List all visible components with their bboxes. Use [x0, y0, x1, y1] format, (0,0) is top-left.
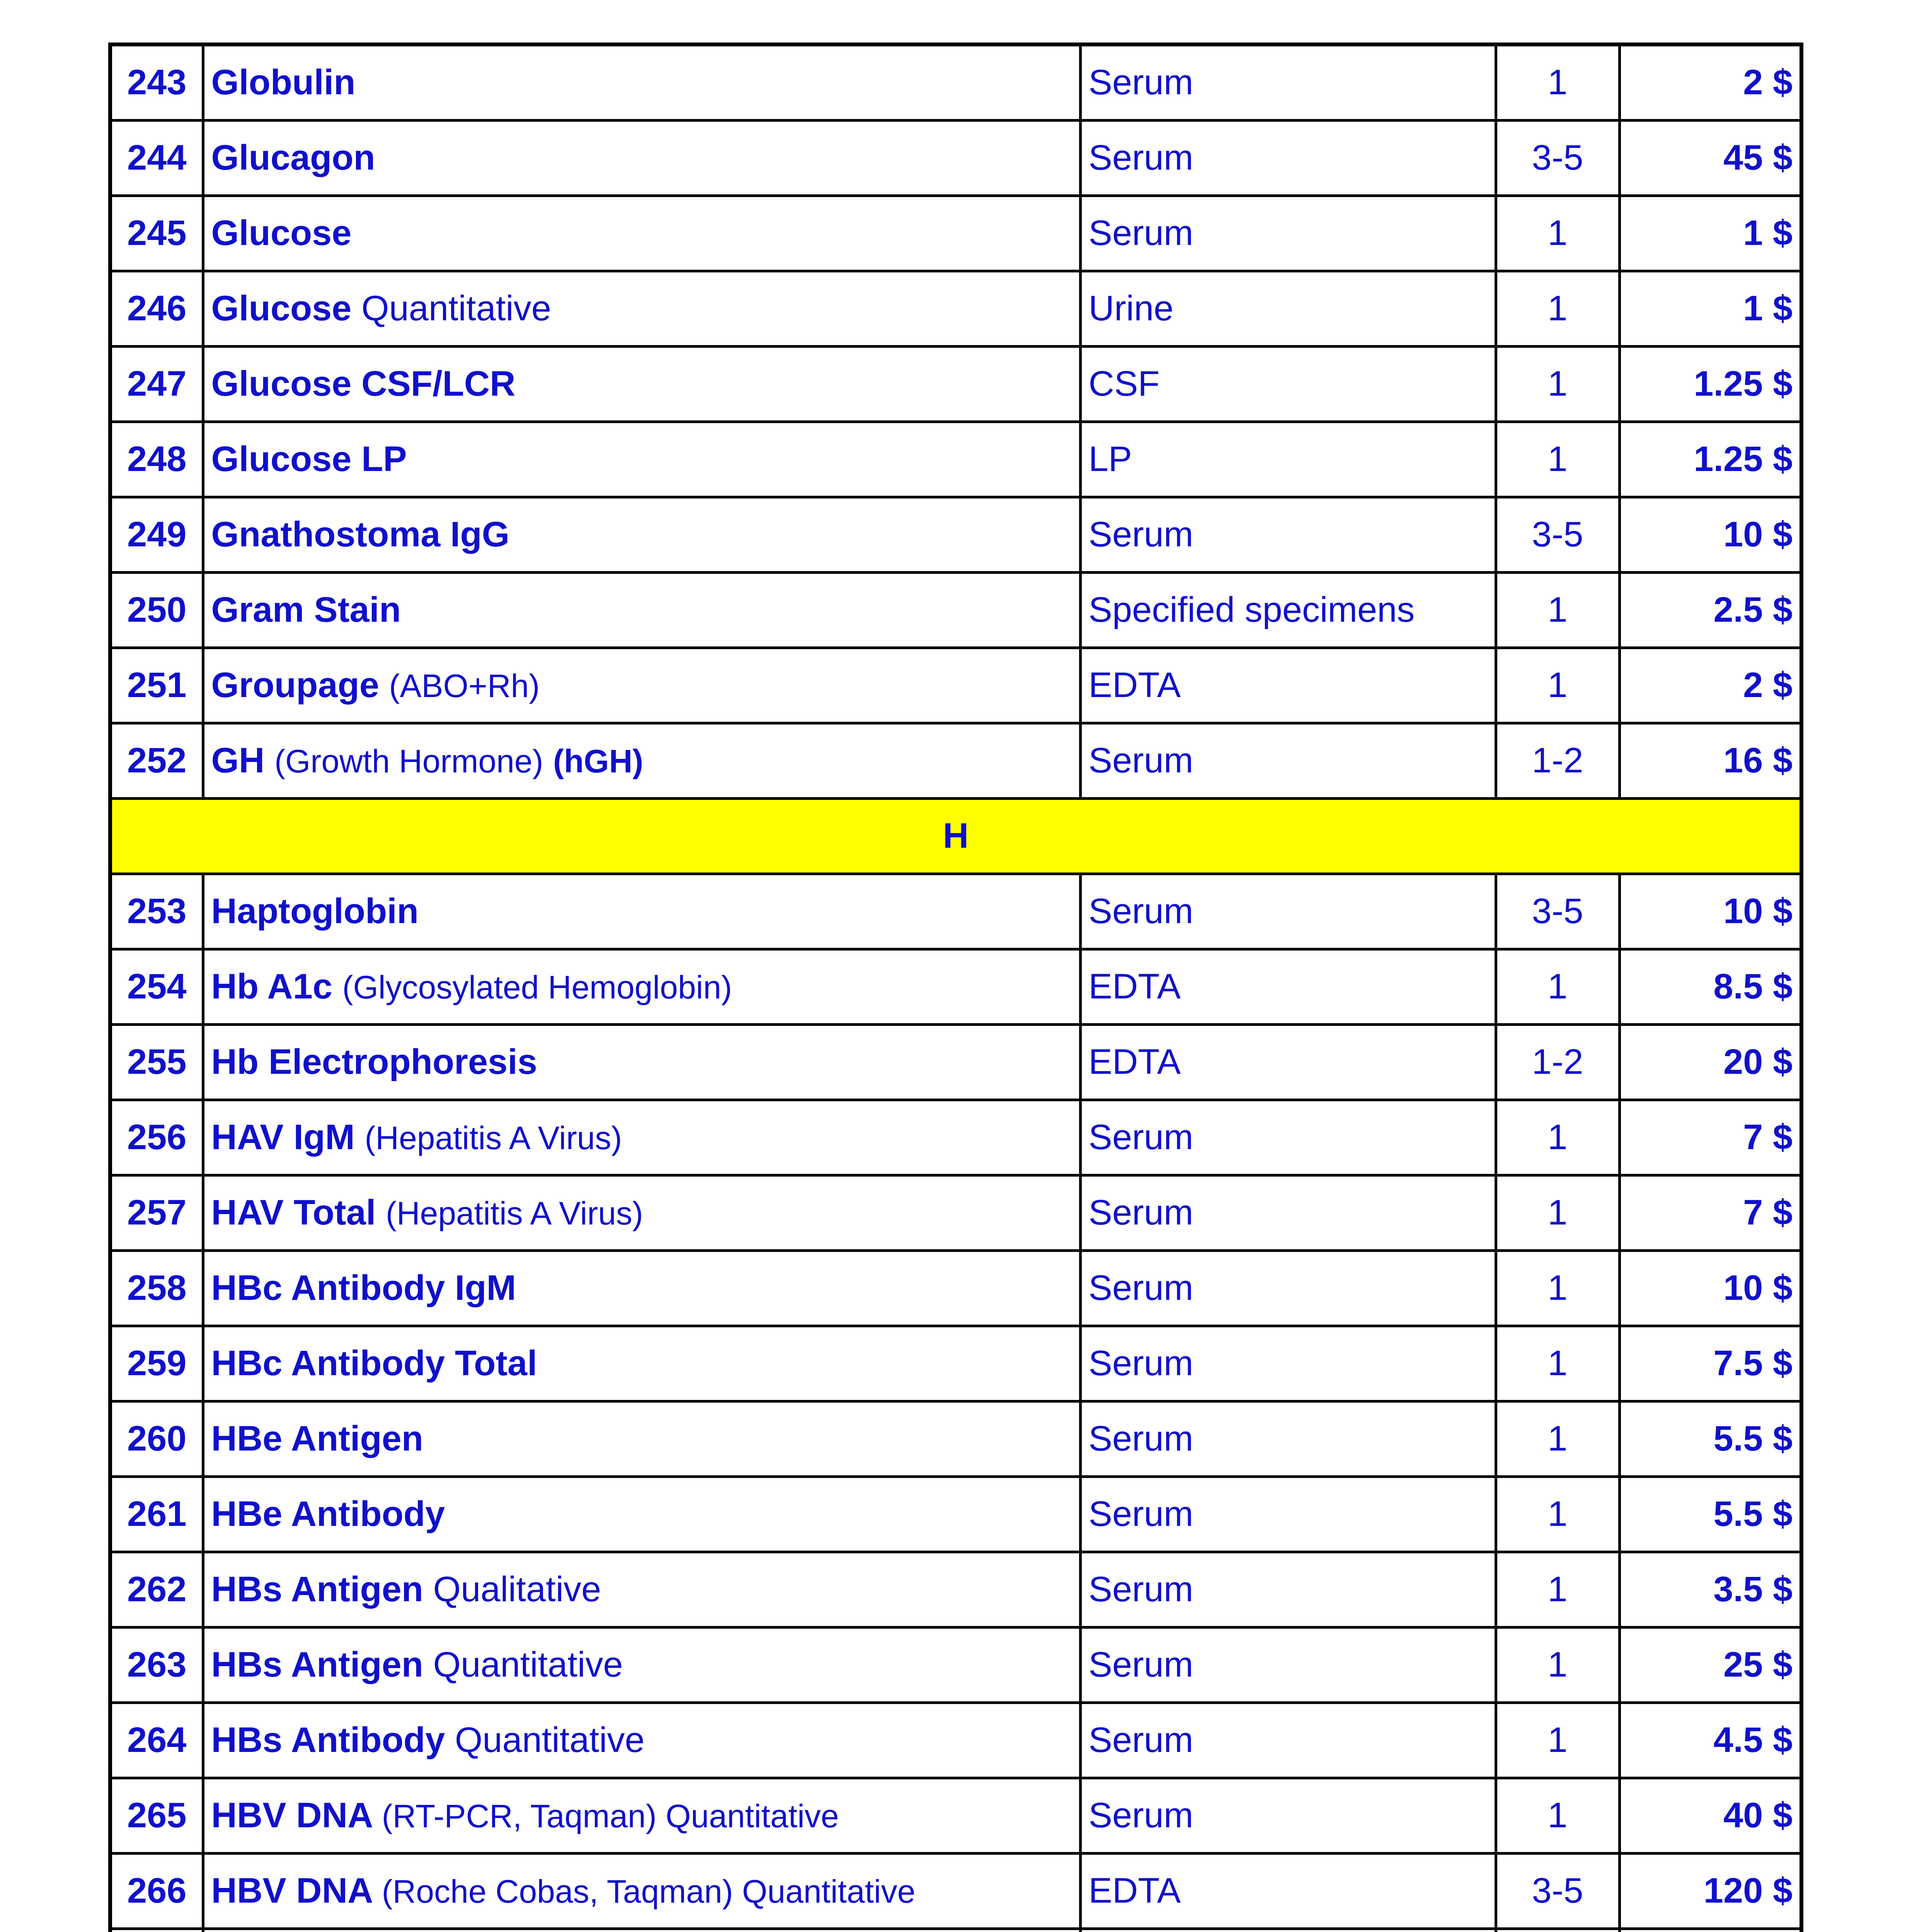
- price: 1 $: [1619, 196, 1801, 271]
- test-name: [203, 1175, 1080, 1251]
- turnaround-days: [1496, 1929, 1619, 1932]
- test-note: (Hepatitis A Virus): [364, 1120, 622, 1156]
- test-note: (ABO+Rh): [389, 668, 540, 704]
- price: 40 $: [1619, 1778, 1801, 1854]
- test-name: [203, 44, 1080, 121]
- test-number: 255: [110, 1025, 203, 1100]
- test-name: [203, 196, 1080, 271]
- test-number: 244: [110, 121, 203, 196]
- test-number: 254: [110, 949, 203, 1025]
- test-name: [203, 1477, 1080, 1552]
- test-number: 257: [110, 1175, 203, 1251]
- table-row: [110, 44, 1801, 121]
- test-number: 245: [110, 196, 203, 271]
- price: 3.5 $: [1619, 1552, 1801, 1628]
- turnaround-days: 1: [1496, 1477, 1619, 1552]
- price: 1.25 $: [1619, 422, 1801, 497]
- test-number: 243: [110, 44, 203, 121]
- price: 7.5 $: [1619, 1326, 1801, 1401]
- test-name: [203, 497, 1080, 573]
- test-name: [203, 1251, 1080, 1326]
- specimen: Serum: [1080, 1552, 1496, 1628]
- test-number: 251: [110, 648, 203, 723]
- test-number: 259: [110, 1326, 203, 1401]
- specimen: Serum: [1080, 44, 1496, 121]
- test-note: (Growth Hormone): [274, 743, 543, 780]
- test-number: 256: [110, 1100, 203, 1175]
- test-name: [203, 1100, 1080, 1175]
- price: 2.5 $: [1619, 573, 1801, 648]
- table-row: [110, 1477, 1801, 1552]
- test-number: 260: [110, 1401, 203, 1477]
- test-name: [203, 723, 1080, 799]
- specimen: Serum: [1080, 723, 1496, 799]
- test-note: (Roche Cobas, Taqman) Quantitative: [381, 1873, 916, 1910]
- specimen: Serum: [1080, 121, 1496, 196]
- test-name-text: Hb A1c: [211, 967, 333, 1007]
- test-name-text: HBs Antibody: [211, 1720, 445, 1760]
- turnaround-days: 1: [1496, 1175, 1619, 1251]
- test-name: [203, 271, 1080, 347]
- turnaround-days: 1: [1496, 1778, 1619, 1854]
- specimen: Serum: [1080, 1778, 1496, 1854]
- table-row: [110, 271, 1801, 347]
- specimen: Serum: [1080, 1401, 1496, 1477]
- test-qualifier: Quantitative: [455, 1720, 645, 1760]
- test-number: 265: [110, 1778, 203, 1854]
- turnaround-days: 1: [1496, 44, 1619, 121]
- test-number: 258: [110, 1251, 203, 1326]
- test-qualifier: Quantitative: [433, 1645, 623, 1685]
- turnaround-days: 1: [1496, 422, 1619, 497]
- test-name-text: HBV DNA: [211, 1796, 372, 1835]
- table-row: [110, 1929, 1801, 1932]
- test-number: 247: [110, 347, 203, 422]
- price: 10 $: [1619, 874, 1801, 949]
- price: 4.5 $: [1619, 1703, 1801, 1778]
- specimen: Specified specimens: [1080, 573, 1496, 648]
- test-name-text: Haptoglobin: [211, 891, 419, 931]
- test-name: [203, 1628, 1080, 1703]
- turnaround-days: 3-5: [1496, 874, 1619, 949]
- test-name-text: HBe Antibody: [211, 1494, 445, 1534]
- test-note: (Glycosylated Hemoglobin): [342, 969, 732, 1006]
- specimen: Serum: [1080, 196, 1496, 271]
- turnaround-days: 1: [1496, 1326, 1619, 1401]
- table-row: [110, 1628, 1801, 1703]
- test-name-text: HAV Total: [211, 1193, 376, 1233]
- price: 10 $: [1619, 1251, 1801, 1326]
- turnaround-days: 1: [1496, 573, 1619, 648]
- price: 5.5 $: [1619, 1477, 1801, 1552]
- test-name-text: Hb Electrophoresis: [211, 1042, 538, 1082]
- price: 2 $: [1619, 648, 1801, 723]
- specimen: LP: [1080, 422, 1496, 497]
- test-number: 262: [110, 1552, 203, 1628]
- section-letter: H: [110, 799, 1801, 874]
- test-number: 249: [110, 497, 203, 573]
- price: 16 $: [1619, 723, 1801, 799]
- price: 25 $: [1619, 1628, 1801, 1703]
- specimen: EDTA: [1080, 949, 1496, 1025]
- turnaround-days: 1: [1496, 1628, 1619, 1703]
- turnaround-days: 1: [1496, 1401, 1619, 1477]
- turnaround-days: 1: [1496, 271, 1619, 347]
- test-name-text: Groupage: [211, 665, 379, 705]
- test-name: [203, 573, 1080, 648]
- turnaround-days: 1: [1496, 196, 1619, 271]
- test-number: 253: [110, 874, 203, 949]
- table-row: [110, 497, 1801, 573]
- test-name: [203, 1326, 1080, 1401]
- table-row: [110, 1025, 1801, 1100]
- price: 45 $: [1619, 121, 1801, 196]
- table-row: [110, 1100, 1801, 1175]
- turnaround-days: 1-2: [1496, 723, 1619, 799]
- test-name: [203, 422, 1080, 497]
- table-row: [110, 648, 1801, 723]
- test-name-text: HAV IgM: [211, 1117, 355, 1157]
- table-row: [110, 723, 1801, 799]
- test-note: (RT-PCR, Taqman) Quantitative: [381, 1798, 839, 1835]
- turnaround-days: 1: [1496, 648, 1619, 723]
- specimen: Serum: [1080, 1703, 1496, 1778]
- price: 1.25 $: [1619, 347, 1801, 422]
- test-name: [203, 648, 1080, 723]
- test-name: [203, 949, 1080, 1025]
- specimen: Urine: [1080, 271, 1496, 347]
- turnaround-days: 3-5: [1496, 1854, 1619, 1929]
- test-bold-note: (hGH): [553, 743, 644, 780]
- specimen: Serum: [1080, 497, 1496, 573]
- test-name-text: Glucose: [211, 289, 352, 328]
- price: 2 $: [1619, 44, 1801, 121]
- specimen: EDTA: [1080, 1025, 1496, 1100]
- test-name-text: Glucose CSF/LCR: [211, 364, 516, 404]
- test-name-text: HBc Antibody Total: [211, 1344, 537, 1383]
- test-qualifier: Quantitative: [361, 289, 552, 328]
- test-name-text: Gnathostoma IgG: [211, 515, 510, 554]
- test-number: 261: [110, 1477, 203, 1552]
- table-row: [110, 1326, 1801, 1401]
- specimen: Serum: [1080, 1628, 1496, 1703]
- specimen: [1080, 1929, 1496, 1932]
- price: 8.5 $: [1619, 949, 1801, 1025]
- price: 20 $: [1619, 1025, 1801, 1100]
- test-number: 264: [110, 1703, 203, 1778]
- table-row: [110, 422, 1801, 497]
- test-name: [203, 1778, 1080, 1854]
- table-row: [110, 874, 1801, 949]
- price: [1619, 1929, 1801, 1932]
- test-name-text: Glucose: [211, 213, 352, 253]
- test-number: 246: [110, 271, 203, 347]
- specimen: Serum: [1080, 1251, 1496, 1326]
- price: 1 $: [1619, 271, 1801, 347]
- table-row: [110, 949, 1801, 1025]
- test-name: [203, 1854, 1080, 1929]
- specimen: Serum: [1080, 1477, 1496, 1552]
- table-row: [110, 121, 1801, 196]
- table-row: [110, 573, 1801, 648]
- test-name: [203, 874, 1080, 949]
- test-name: [203, 1401, 1080, 1477]
- test-name-text: HBc Antibody IgM: [211, 1268, 516, 1308]
- specimen: Serum: [1080, 1326, 1496, 1401]
- price: 5.5 $: [1619, 1401, 1801, 1477]
- price: 7 $: [1619, 1100, 1801, 1175]
- test-note: (Hepatitis A Virus): [385, 1195, 644, 1232]
- test-name: [203, 121, 1080, 196]
- test-qualifier: Qualitative: [433, 1570, 601, 1609]
- test-name: [203, 1025, 1080, 1100]
- turnaround-days: 1-2: [1496, 1025, 1619, 1100]
- table-row: [110, 1778, 1801, 1854]
- specimen: EDTA: [1080, 648, 1496, 723]
- test-number: 266: [110, 1854, 203, 1929]
- test-number: [110, 1929, 203, 1932]
- test-name-text: Gram Stain: [211, 590, 401, 630]
- test-name: [203, 1929, 1080, 1932]
- price: 7 $: [1619, 1175, 1801, 1251]
- test-name-text: HBs Antigen: [211, 1645, 424, 1685]
- table-row: [110, 1251, 1801, 1326]
- turnaround-days: 3-5: [1496, 497, 1619, 573]
- test-number: 263: [110, 1628, 203, 1703]
- price-list-table: [108, 43, 1803, 1932]
- turnaround-days: 1: [1496, 949, 1619, 1025]
- table-row: [110, 347, 1801, 422]
- specimen: EDTA: [1080, 1854, 1496, 1929]
- turnaround-days: 1: [1496, 347, 1619, 422]
- table-row: [110, 1401, 1801, 1477]
- test-name: [203, 1703, 1080, 1778]
- table-row: [110, 1703, 1801, 1778]
- specimen: CSF: [1080, 347, 1496, 422]
- test-number: 248: [110, 422, 203, 497]
- table-row: [110, 1854, 1801, 1929]
- test-name: [203, 347, 1080, 422]
- test-name: [203, 1552, 1080, 1628]
- specimen: Serum: [1080, 874, 1496, 949]
- test-name-text: HBe Antigen: [211, 1419, 424, 1459]
- price: 10 $: [1619, 497, 1801, 573]
- test-name-text: Globulin: [211, 63, 356, 102]
- turnaround-days: 1: [1496, 1552, 1619, 1628]
- test-name-text: Glucagon: [211, 138, 375, 178]
- specimen: Serum: [1080, 1100, 1496, 1175]
- table-row: [110, 1175, 1801, 1251]
- turnaround-days: 1: [1496, 1251, 1619, 1326]
- turnaround-days: 3-5: [1496, 121, 1619, 196]
- table-row: [110, 196, 1801, 271]
- test-name-text: HBs Antigen: [211, 1570, 424, 1609]
- price: 120 $: [1619, 1854, 1801, 1929]
- test-number: 252: [110, 723, 203, 799]
- test-name-text: HBV DNA: [211, 1871, 372, 1911]
- turnaround-days: 1: [1496, 1100, 1619, 1175]
- test-name-text: Glucose LP: [211, 439, 407, 479]
- specimen: Serum: [1080, 1175, 1496, 1251]
- table-row: [110, 1552, 1801, 1628]
- test-number: 250: [110, 573, 203, 648]
- turnaround-days: 1: [1496, 1703, 1619, 1778]
- section-header-row: [110, 799, 1801, 874]
- test-name-text: GH: [211, 741, 265, 781]
